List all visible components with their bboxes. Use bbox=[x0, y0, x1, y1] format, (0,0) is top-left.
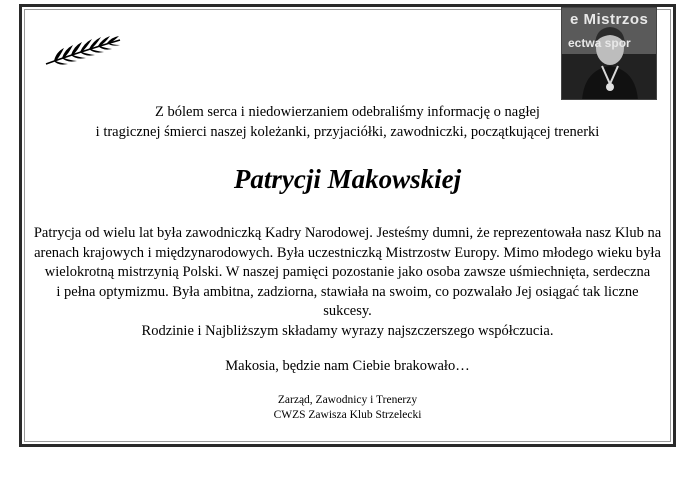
portrait-photo bbox=[561, 7, 657, 100]
tribute-line: arenach krajowych i międzynarodowych. Była uczestniczką Mistrzostw Europy. Mimo młodego wieku była bbox=[34, 244, 661, 261]
intro-paragraph bbox=[22, 102, 673, 142]
signature-block bbox=[22, 393, 673, 423]
palm-leaf-icon bbox=[44, 34, 124, 68]
tribute-line: Patrycja od wielu lat była zawodniczką Kadry Narodowej. Jesteśmy dumni, że reprezentowała nasz Klub na bbox=[33, 225, 662, 241]
signature-line-2: CWZS Zawisza Klub Strzelecki bbox=[273, 409, 422, 421]
tribute-line: wielokrotną mistrzynią Polski. W naszej pamięci pozostanie jako osoba zawsze uśmiechnięta, serdeczna bbox=[44, 264, 651, 280]
photo-banner-text-bottom: ectwa spor bbox=[568, 36, 631, 50]
tribute-line: i pełna optymizmu. Była ambitna, zadziorna, stawiała na swoim, co pozwalało Jej osiągać tak liczne bbox=[56, 283, 639, 300]
deceased-name: Patrycji Makowskiej bbox=[233, 164, 462, 194]
signature-line-1: Zarząd, Zawodnicy i Trenerzy bbox=[277, 394, 418, 406]
intro-line-1: Z bólem serca i niedowierzaniem odebraliśmy informację o nagłej bbox=[155, 104, 540, 120]
condolences-line: Rodzinie i Najbliższym składamy wyrazy najszczerszego współczucia. bbox=[141, 322, 554, 339]
farewell-line: Makosia, będzie nam Ciebie brakowało… bbox=[225, 358, 470, 374]
intro-line-2: i tragicznej śmierci naszej koleżanki, przyjaciółki, zawodniczki, początkującej trenerki bbox=[95, 124, 600, 140]
tribute-paragraph bbox=[22, 224, 673, 341]
photo-banner-text-top: e Mistrzos bbox=[570, 11, 649, 28]
tribute-line: sukcesy. bbox=[323, 303, 372, 319]
